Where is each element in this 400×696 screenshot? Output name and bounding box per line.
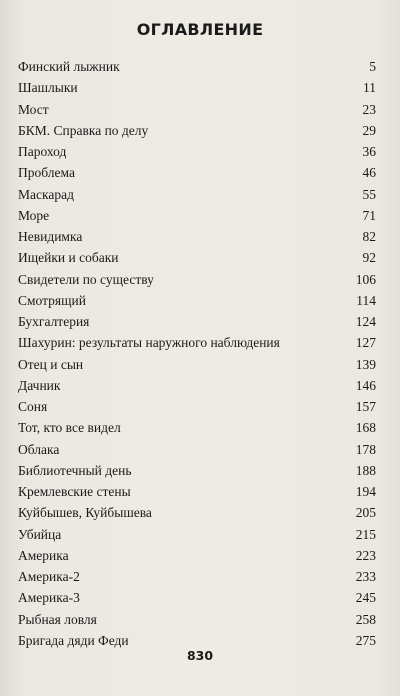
toc-entry-page: 139 <box>355 356 376 372</box>
toc-entry-title: Финский лыжник <box>18 59 120 74</box>
toc-entry <box>18 247 376 268</box>
toc-entry-title: Море <box>18 207 50 223</box>
toc-entry-page: 178 <box>355 441 376 457</box>
toc-entry-title: Шашлыки <box>18 80 78 96</box>
toc-entry <box>18 332 376 353</box>
toc-entry <box>18 311 376 332</box>
toc-entry-page: 114 <box>356 292 376 308</box>
toc-entry <box>18 524 376 545</box>
toc-entry <box>18 502 376 523</box>
toc-entry-page: 245 <box>355 590 376 606</box>
toc-entry-page: 23 <box>362 101 376 117</box>
toc-entry-title: Бригада дяди Феди <box>18 632 129 648</box>
toc-entry-title: Ищейки и собаки <box>18 250 119 266</box>
toc-entry <box>18 396 376 417</box>
toc-entry <box>18 77 376 98</box>
toc-entry <box>18 99 376 120</box>
toc-entry-title: Маскарад <box>18 186 74 202</box>
toc-entry-page: 55 <box>362 186 376 202</box>
toc-entry-page: 233 <box>355 569 376 584</box>
toc-entry-page: 124 <box>355 314 376 329</box>
toc-entry-page: 92 <box>362 250 376 266</box>
toc-entry-page: 215 <box>355 526 376 542</box>
toc-entry <box>18 417 376 438</box>
toc-entry-title: Соня <box>18 399 48 414</box>
toc-entry-page: 71 <box>362 207 376 223</box>
toc-entry-page: 205 <box>355 505 376 521</box>
toc-entry <box>18 566 376 587</box>
toc-entry <box>18 460 376 481</box>
toc-entry <box>18 481 376 502</box>
toc-entry <box>18 545 376 566</box>
page-title: ОГЛАВЛЕНИЕ <box>136 20 264 39</box>
toc-entry-title: Тот, кто все видел <box>18 420 121 436</box>
toc-entry-page: 275 <box>355 632 376 648</box>
toc-entry <box>18 141 376 162</box>
toc-entry-title: Убийца <box>18 526 62 542</box>
toc-entry <box>18 269 376 290</box>
toc-entry-title: Шахурин: результаты наружного наблюдения <box>18 335 280 351</box>
toc-entry-page: 82 <box>362 229 376 244</box>
toc-entry-title: Отец и сын <box>18 356 84 372</box>
toc-entry-title: Кремлевские стены <box>18 484 131 499</box>
toc-entry <box>18 205 376 226</box>
toc-entry-page: 29 <box>362 122 376 138</box>
toc-entry <box>18 439 376 460</box>
toc-entry-title: Невидимка <box>18 229 83 244</box>
page-number: 830 <box>186 648 214 663</box>
toc-entry <box>18 56 376 77</box>
toc-entry-title: БКМ. Справка по делу <box>18 122 149 138</box>
toc-entry-title: Дачник <box>18 377 61 393</box>
toc-entry <box>18 587 376 608</box>
toc-entry-title: Америка-3 <box>18 590 80 606</box>
toc-entry <box>18 354 376 375</box>
toc-entry-title: Смотрящий <box>18 292 86 308</box>
toc-entry-page: 106 <box>355 271 376 287</box>
toc-entry-page: 5 <box>369 59 376 74</box>
toc-entry <box>18 226 376 247</box>
toc-entry-page: 157 <box>355 399 376 414</box>
toc-entry-title: Библиотечный день <box>18 462 132 478</box>
toc-entry <box>18 609 376 630</box>
toc-entry-title: Рыбная ловля <box>18 611 97 627</box>
toc-entry-page: 194 <box>355 484 376 499</box>
table-of-contents <box>18 56 376 651</box>
toc-entry-title: Бухгалтерия <box>18 314 90 329</box>
toc-entry <box>18 184 376 205</box>
toc-entry-title: Мост <box>18 101 49 117</box>
toc-entry-page: 127 <box>355 335 376 351</box>
toc-entry <box>18 375 376 396</box>
toc-entry <box>18 162 376 183</box>
toc-entry-title: Америка-2 <box>18 569 80 584</box>
toc-entry-page: 11 <box>363 80 376 96</box>
toc-entry-title: Облака <box>18 441 60 457</box>
toc-entry-page: 36 <box>362 144 376 159</box>
toc-entry-page: 146 <box>355 377 376 393</box>
toc-entry-title: Пароход <box>18 144 67 159</box>
toc-entry-title: Проблема <box>18 165 75 181</box>
toc-entry-page: 258 <box>355 611 376 627</box>
toc-entry-title: Америка <box>18 547 69 563</box>
toc-entry-page: 46 <box>362 165 376 181</box>
toc-entry-page: 223 <box>355 547 376 563</box>
toc-entry-page: 168 <box>355 420 376 436</box>
toc-entry-title: Куйбышев, Куйбышева <box>18 505 152 521</box>
toc-entry <box>18 290 376 311</box>
toc-entry-title: Свидетели по существу <box>18 271 154 287</box>
toc-entry-page: 188 <box>355 462 376 478</box>
toc-entry <box>18 120 376 141</box>
